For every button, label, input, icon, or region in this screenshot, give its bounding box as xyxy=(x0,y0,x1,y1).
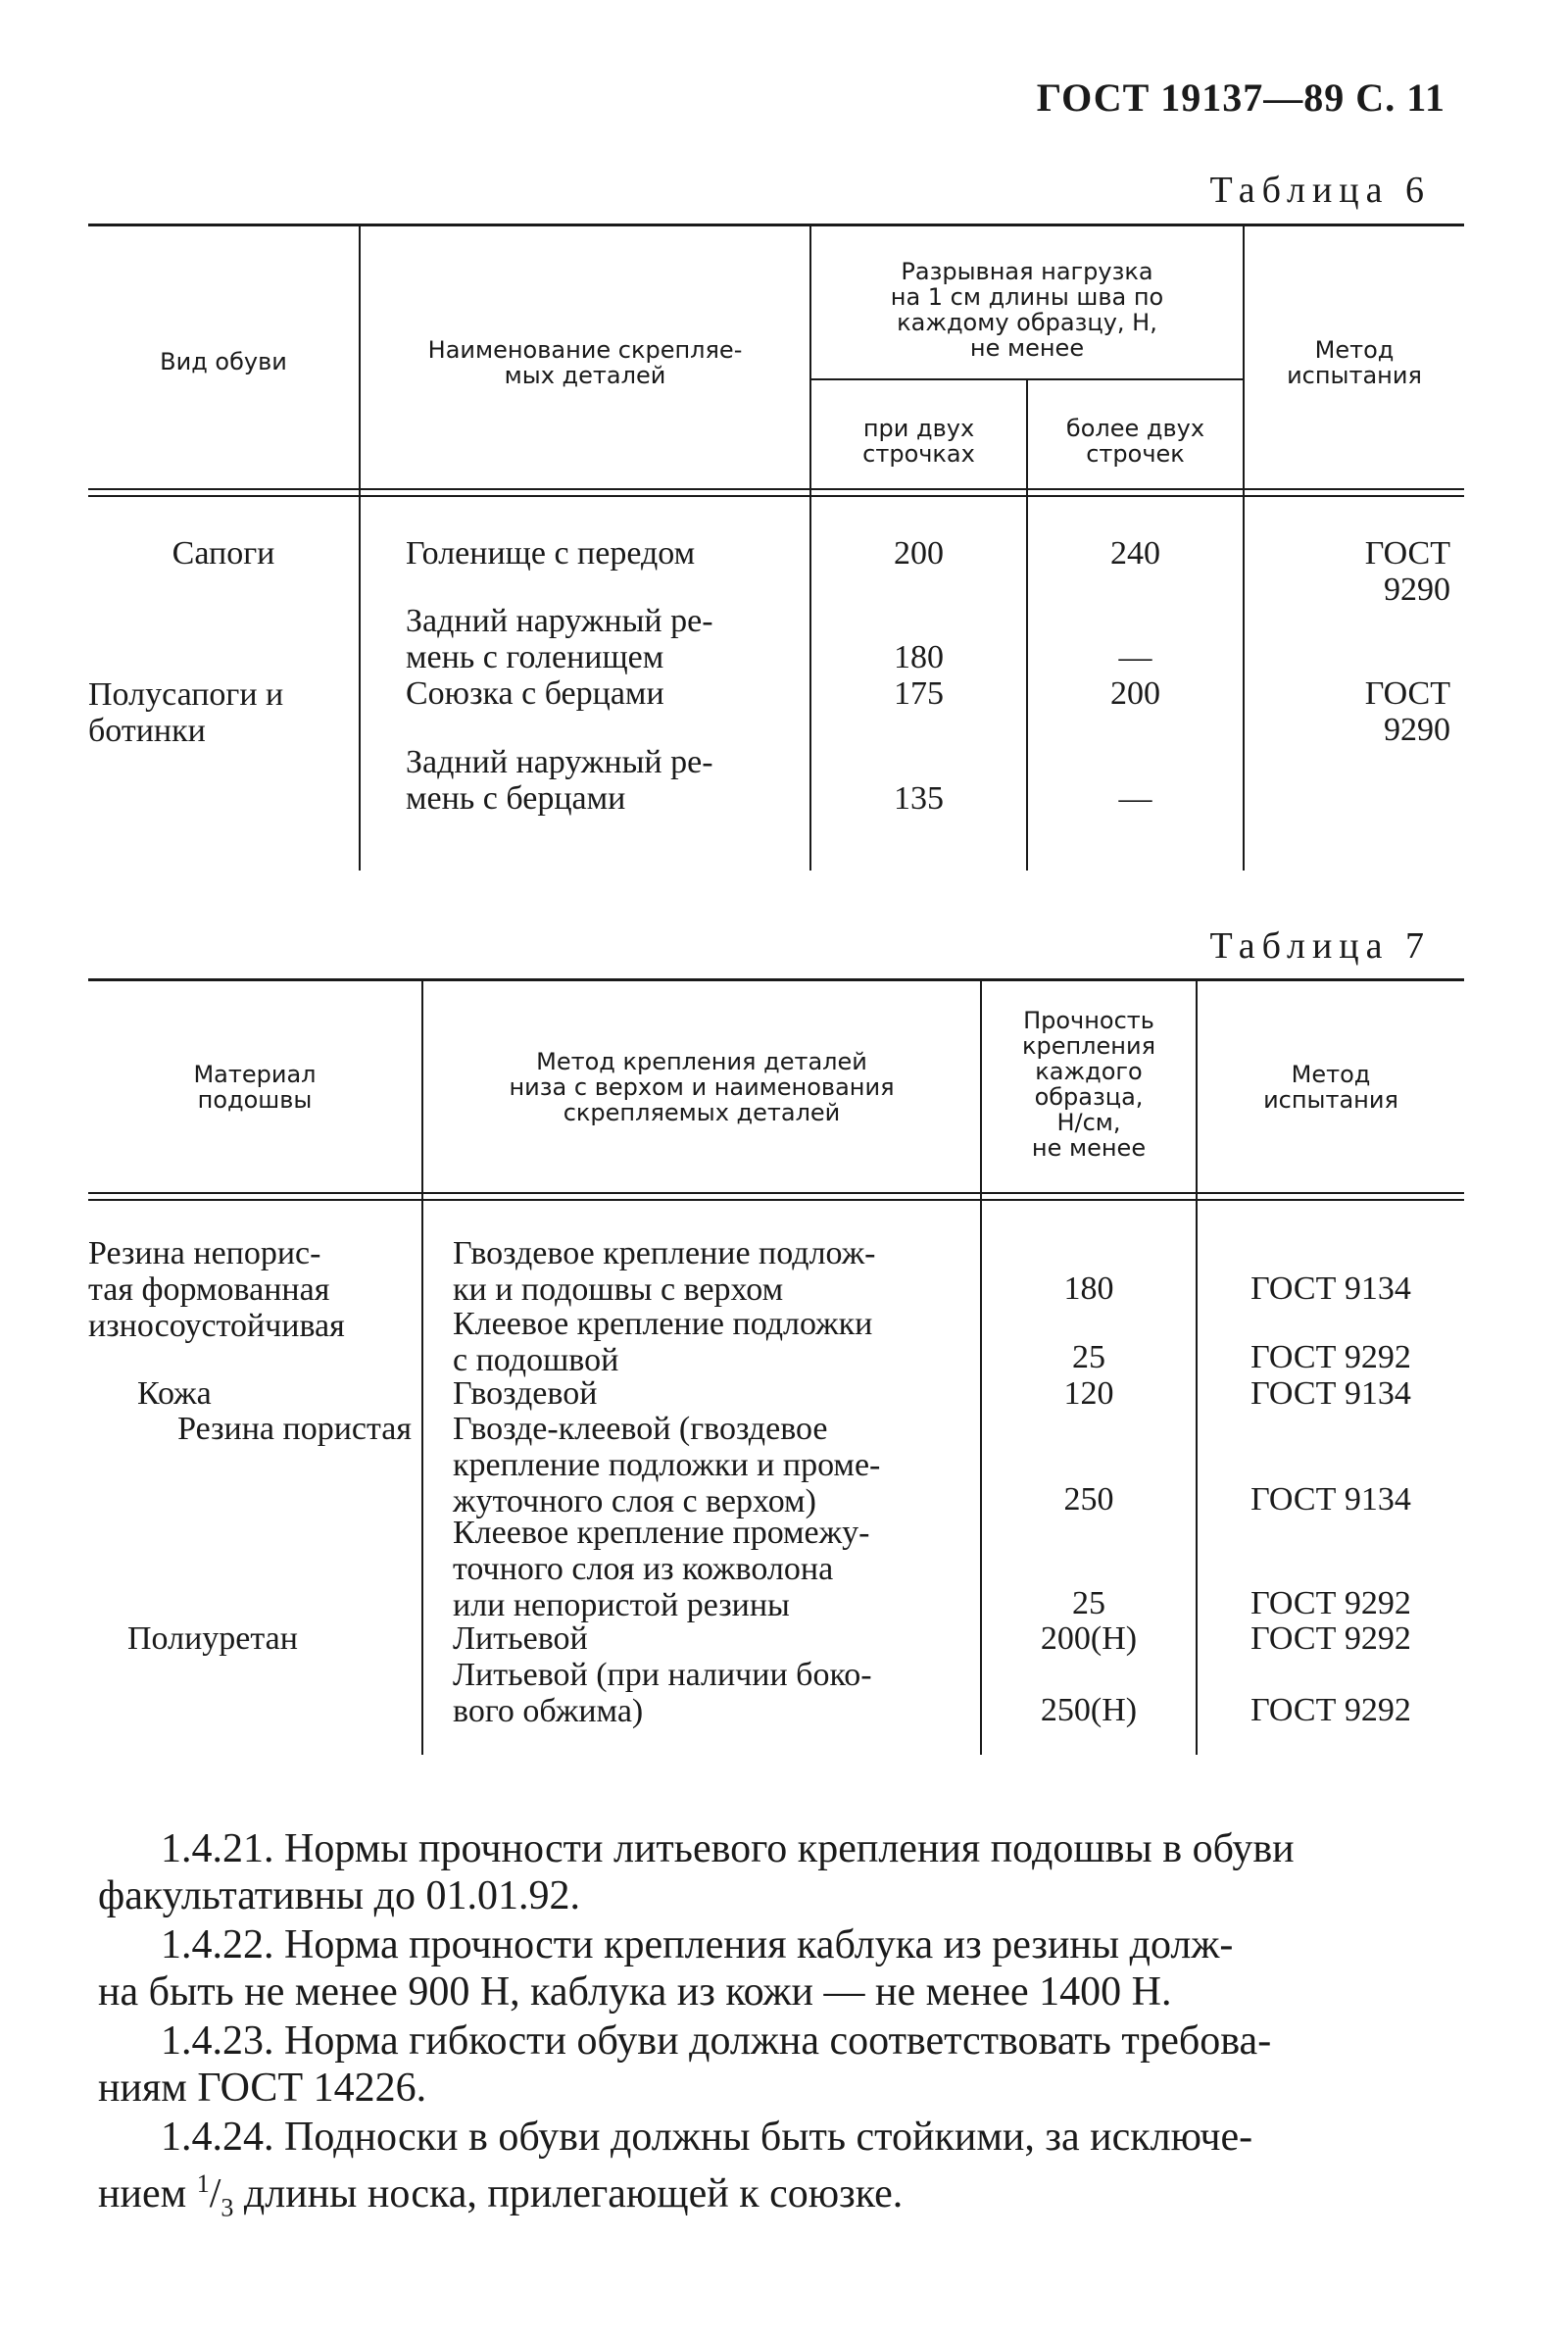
strength-value: 25 xyxy=(1072,1585,1105,1621)
value-two-stitches: 180 xyxy=(894,639,944,675)
fastening-desc: Гвозде-клеевой (гвоздевое крепление подложки и проме- жуточного слоя с верхом) xyxy=(453,1411,881,1519)
page-header: ГОСТ 19137—89 С. 11 xyxy=(1036,75,1446,120)
text: длины носка, прилегающей к союзке. xyxy=(233,2171,904,2216)
test-method: ГОСТ 9292 xyxy=(1250,1339,1411,1375)
fastening-desc: Клеевое крепление подложки с подошвой xyxy=(453,1306,873,1378)
value-two-stitches: 200 xyxy=(894,535,944,572)
test-method: ГОСТ 9292 xyxy=(1250,1620,1411,1657)
paragraph-1-4-23 xyxy=(98,2017,1470,2112)
paragraph-line: 1.4.22. Норма прочности крепления каблука из резины долж- xyxy=(161,1922,1234,1967)
sole-material: Кожа xyxy=(137,1375,212,1412)
table6-subheader-rule xyxy=(809,378,1243,380)
table6-top-rule xyxy=(88,224,1464,226)
test-method: ГОСТ 9134 xyxy=(1250,1375,1411,1412)
test-method: ГОСТ 9292 xyxy=(1250,1585,1411,1621)
header-test-method: Метод испытания xyxy=(1263,1061,1398,1114)
fraction-numerator: 1 xyxy=(196,2169,210,2198)
table7-top-rule xyxy=(88,978,1464,981)
table6-header-rule xyxy=(88,488,1464,490)
value-more-stitches: — xyxy=(1118,780,1152,817)
value-two-stitches: 135 xyxy=(894,780,944,817)
table6-header-rule-2 xyxy=(88,495,1464,497)
value-more-stitches: — xyxy=(1118,639,1152,675)
paragraph-1-4-24 xyxy=(98,2114,1470,2231)
table6-caption: Таблица 6 xyxy=(1209,170,1431,211)
table6 xyxy=(88,224,1464,871)
paragraph-line: факультативны до 01.01.92. xyxy=(98,1873,580,1918)
test-method: ГОСТ 9292 xyxy=(1250,1692,1411,1728)
fastening-desc: Гвоздевой xyxy=(453,1375,598,1412)
part-name: Голенище с передом xyxy=(406,535,696,572)
fastening-desc: Гвоздевое крепление подлож- ки и подошвы с верхом xyxy=(453,1235,876,1308)
header-breaking-load: Разрывная нагрузка на 1 см длины шва по каждому образцу, Н, не менее xyxy=(890,258,1164,362)
sole-material: Резина непорис- тая формованная износоустойчивая xyxy=(88,1235,345,1344)
text: нием xyxy=(98,2171,197,2216)
header-fastening-method: Метод крепления деталей низа с верхом и наименования скрепляемых деталей xyxy=(509,1048,895,1126)
footwear-type: Сапоги xyxy=(172,535,275,572)
paragraph-line: 1.4.21. Нормы прочности литьевого крепления подошвы в обуви xyxy=(161,1826,1295,1871)
part-name: Задний наружный ре- мень с берцами xyxy=(406,744,713,817)
part-name: Задний наружный ре- мень с голенищем xyxy=(406,603,713,675)
header-footwear-type: Вид обуви xyxy=(160,348,287,375)
test-method: ГОСТ 9134 xyxy=(1250,1481,1411,1518)
header-parts: Наименование скрепляе- мых деталей xyxy=(427,336,743,389)
test-method: ГОСТ 9134 xyxy=(1250,1270,1411,1307)
header-test-method: Метод испытания xyxy=(1287,336,1422,389)
value-more-stitches: 200 xyxy=(1110,675,1160,712)
part-name: Союзка с берцами xyxy=(406,675,664,712)
strength-value: 200(Н) xyxy=(1040,1620,1138,1657)
fastening-desc: Литьевой xyxy=(453,1620,588,1657)
paragraph-line: нием $^1/_3$ длины носка, прилегающей к союзке. xyxy=(98,2169,904,2222)
header-sole-material: Материал подошвы xyxy=(193,1061,317,1114)
header-more-stitches: более двух строчек xyxy=(1065,415,1205,468)
table6-divider xyxy=(359,224,361,871)
value-two-stitches: 175 xyxy=(894,675,944,712)
strength-value: 120 xyxy=(1063,1375,1114,1412)
paragraph-line: 1.4.23. Норма гибкости обуви должна соответствовать требова- xyxy=(161,2018,1272,2064)
strength-value: 250 xyxy=(1063,1481,1114,1518)
paragraph-1-4-22 xyxy=(98,1921,1470,2016)
paragraph-1-4-21 xyxy=(98,1825,1470,1919)
strength-value: 25 xyxy=(1072,1339,1105,1375)
strength-value: 180 xyxy=(1063,1270,1114,1307)
value-more-stitches: 240 xyxy=(1110,535,1160,572)
fastening-desc: Литьевой (при наличии боко- вого обжима) xyxy=(453,1657,872,1729)
paragraph-line: ниям ГОСТ 14226. xyxy=(98,2066,427,2111)
table7-header-rule xyxy=(88,1192,1464,1194)
test-method: ГОСТ 9290 xyxy=(1364,535,1450,608)
paragraph-line: на быть не менее 900 Н, каблука из кожи — не менее 1400 Н. xyxy=(98,1969,1172,2015)
table7-header-rule-2 xyxy=(88,1199,1464,1201)
test-method: ГОСТ 9290 xyxy=(1364,675,1450,748)
sole-material: Резина пористая xyxy=(177,1411,412,1447)
header-strength: Прочность крепления каждого образца, Н/см, не менее xyxy=(1021,1007,1156,1162)
strength-value: 250(Н) xyxy=(1040,1692,1138,1728)
fraction-denominator: 3 xyxy=(220,2193,234,2222)
paragraph-line: 1.4.24. Подноски в обуви должны быть стойкими, за исключе- xyxy=(161,2115,1253,2160)
table7 xyxy=(88,978,1464,1755)
footwear-type: Полусапоги и ботинки xyxy=(88,676,284,749)
table7-caption: Таблица 7 xyxy=(1209,925,1431,967)
sole-material: Полиуретан xyxy=(127,1620,298,1657)
header-two-stitches: при двух строчках xyxy=(862,415,975,468)
fastening-desc: Клеевое крепление промежу- точного слоя из кожволона или непористой резины xyxy=(453,1515,870,1623)
